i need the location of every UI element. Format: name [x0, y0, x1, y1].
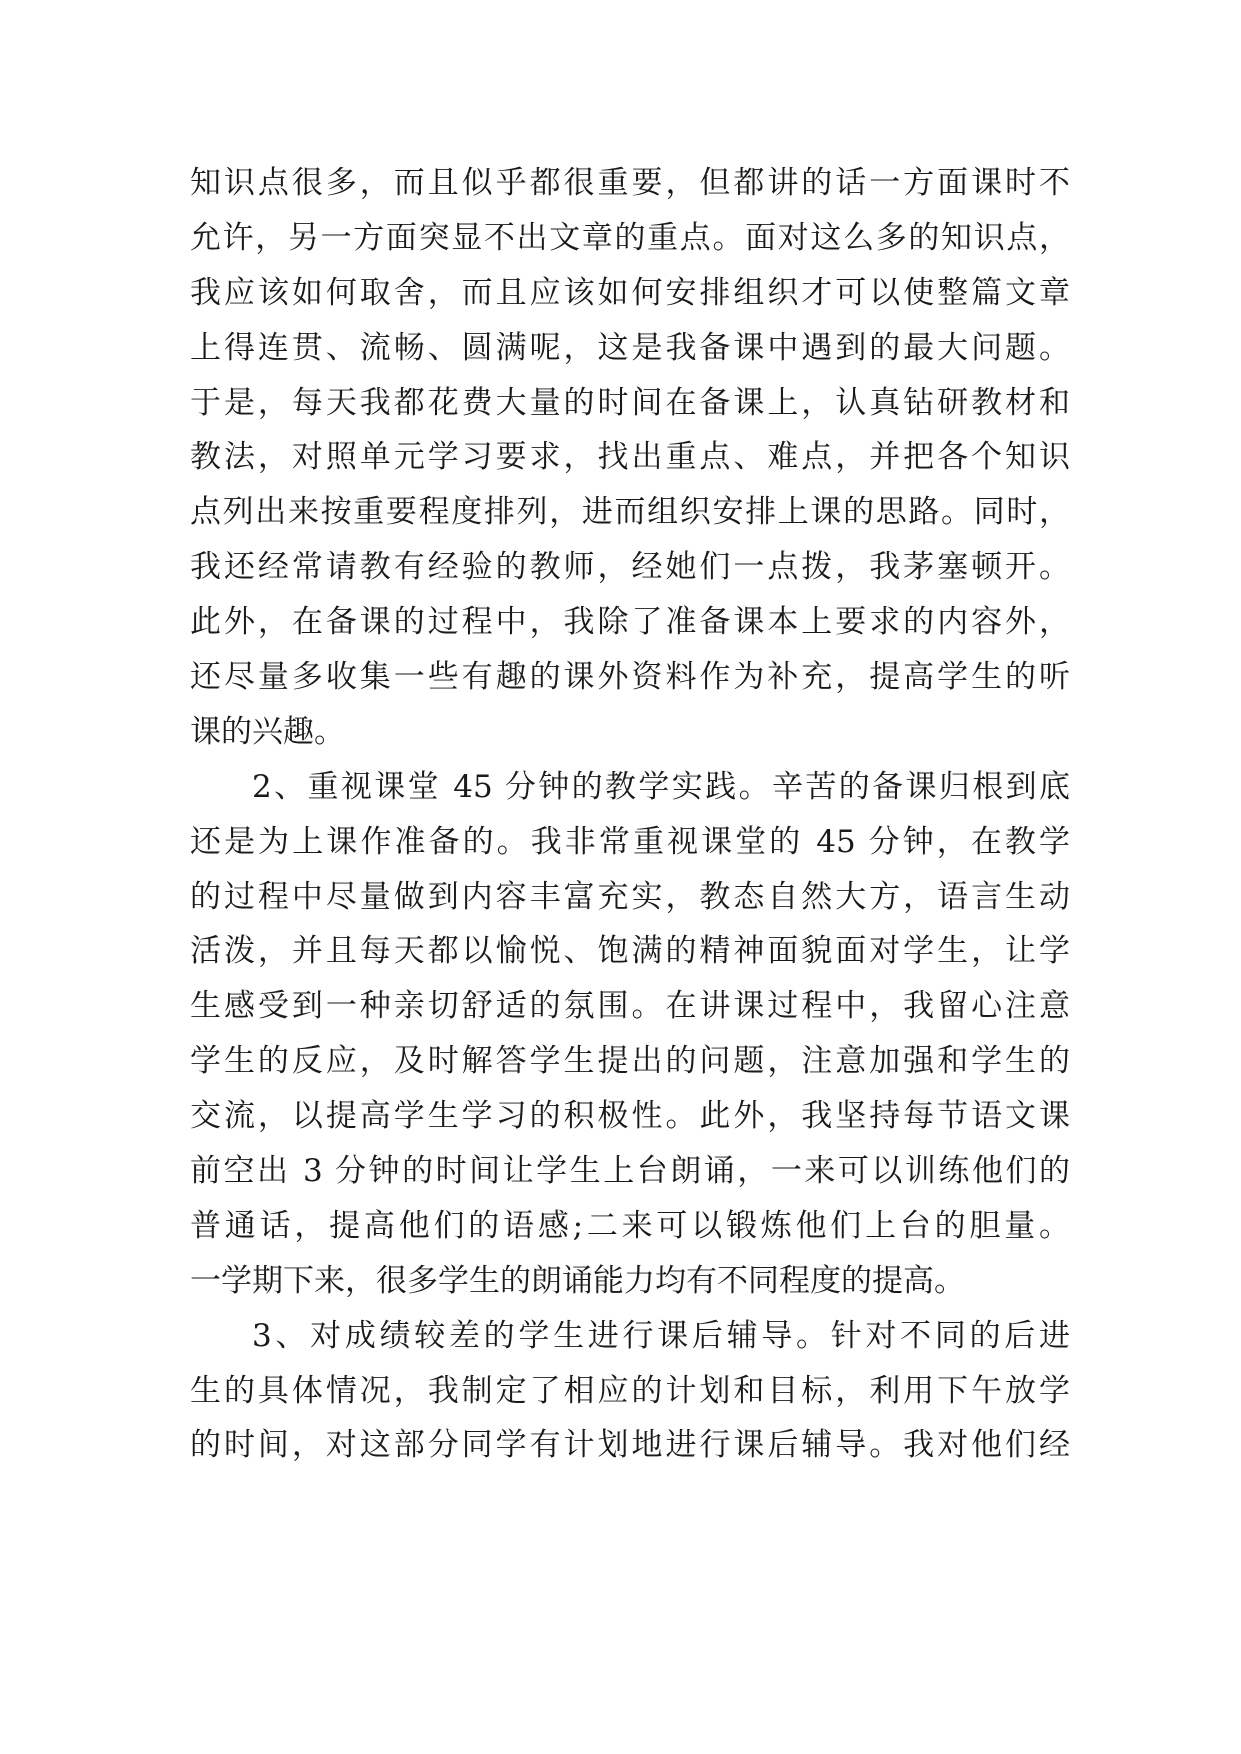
text-line: 教法，对照单元学习要求，找出重点、难点，并把各个知识: [190, 439, 1070, 476]
text-line: 上得连贯、流畅、圆满呢，这是我备课中遇到的最大问题。: [190, 329, 1070, 366]
text-line: 允许，另一方面突显不出文章的重点。面对这么多的知识点，: [190, 219, 1070, 256]
text-line: 还是为上课作准备的。我非常重视课堂的 45 分钟，在教学: [190, 823, 1070, 860]
text-line: 此外，在备课的过程中，我除了准备课本上要求的内容外，: [190, 604, 1070, 641]
text-line: 于是，每天我都花费大量的时间在备课上，认真钻研教材和: [190, 384, 1070, 421]
text-line: 我应该如何取舍，而且应该如何安排组织才可以使整篇文章: [190, 274, 1070, 311]
text-line: 生感受到一种亲切舒适的氛围。在讲课过程中，我留心注意: [190, 988, 1070, 1025]
text-line: 的时间，对这部分同学有计划地进行课后辅导。我对他们经: [190, 1427, 1070, 1464]
text-line: 一学期下来，很多学生的朗诵能力均有不同程度的提高。: [190, 1262, 965, 1299]
text-line: 知识点很多，而且似乎都很重要，但都讲的话一方面课时不: [190, 165, 1070, 201]
text-line: 2、重视课堂 45 分钟的教学实践。辛苦的备课归根到底: [252, 768, 1070, 805]
text-line: 学生的反应，及时解答学生提出的问题，注意加强和学生的: [190, 1043, 1070, 1080]
text-line: 我还经常请教有经验的教师，经她们一点拨，我茅塞顿开。: [190, 549, 1070, 586]
text-line: 普通话，提高他们的语感;二来可以锻炼他们上台的胆量。: [190, 1207, 1070, 1244]
text-line: 活泼，并且每天都以愉悦、饱满的精神面貌面对学生，让学: [190, 933, 1070, 970]
paragraph-2: [190, 760, 1070, 1309]
text-line: 课的兴趣。: [190, 713, 345, 750]
text-line: 交流，以提高学生学习的积极性。此外，我坚持每节语文课: [190, 1098, 1070, 1135]
text-line: 前空出 3 分钟的时间让学生上台朗诵，一来可以训练他们的: [190, 1153, 1070, 1190]
document-body: [190, 156, 1070, 1473]
text-line: 的过程中尽量做到内容丰富充实，教态自然大方，语言生动: [190, 878, 1070, 915]
paragraph-1: [190, 156, 1070, 760]
text-line: 3、对成绩较差的学生进行课后辅导。针对不同的后进: [252, 1317, 1070, 1354]
text-line: 生的具体情况，我制定了相应的计划和目标，利用下午放学: [190, 1372, 1070, 1409]
paragraph-3: [190, 1309, 1070, 1474]
text-line: 还尽量多收集一些有趣的课外资料作为补充，提高学生的听: [190, 659, 1070, 696]
text-line: 点列出来按重要程度排列，进而组织安排上课的思路。同时，: [190, 494, 1070, 531]
